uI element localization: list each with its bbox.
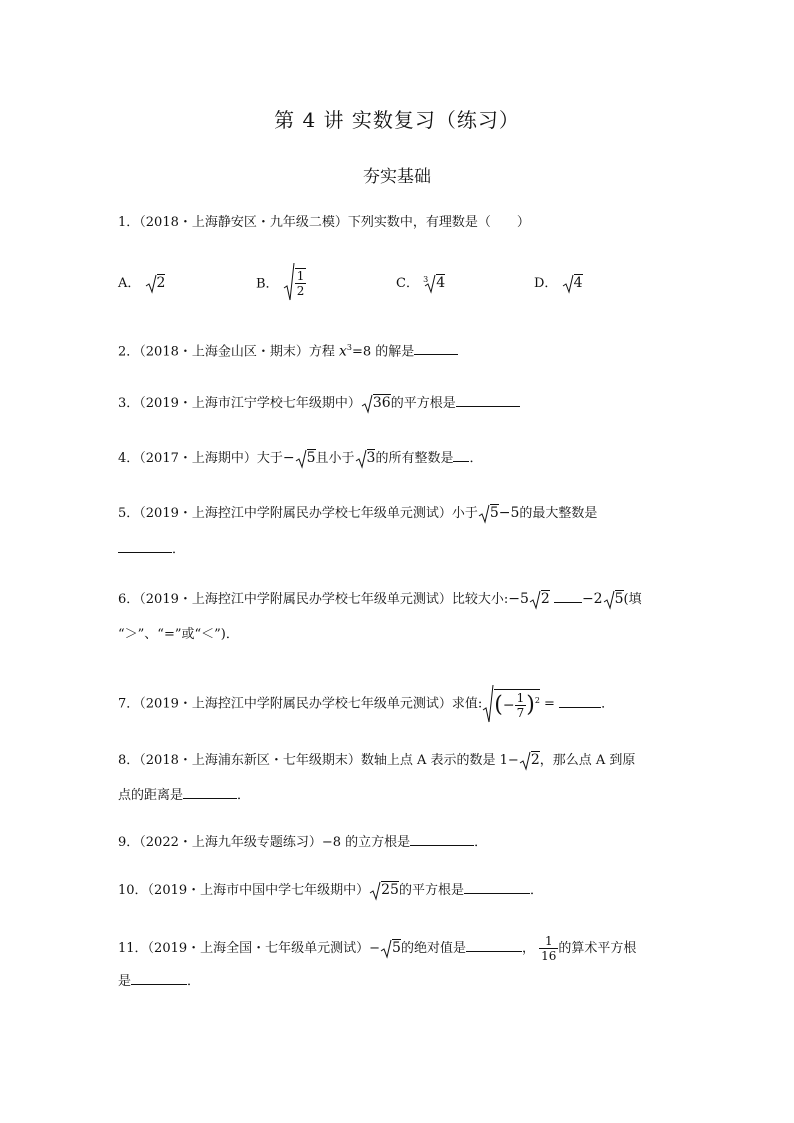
answer-blank[interactable] <box>414 342 458 355</box>
question-8-stem: 8．（2018・上海浦东新区・七年级期末）数轴上点 A 表示的数是 1− <box>118 753 519 768</box>
numerator: 1 <box>539 934 558 949</box>
option-c-radicand: 4 <box>436 275 446 291</box>
question-4-middle: 且小于 <box>315 451 355 466</box>
sqrt-symbol <box>478 504 490 524</box>
question-4-stem: 4．（2017・上海期中）大于 <box>118 451 283 466</box>
answer-blank[interactable] <box>559 695 601 708</box>
question-8-line-2 <box>118 786 250 806</box>
question-9-stem: 9．（2022・上海九年级专题练习）−8 的立方根是 <box>118 835 411 850</box>
sqrt-symbol <box>529 590 541 610</box>
period: ． <box>172 542 186 557</box>
option-b-label: B． <box>256 276 279 292</box>
sqrt-symbol <box>283 262 295 302</box>
question-11-continuation: 是 <box>118 974 132 989</box>
question-4-tail: 的所有整数是 <box>375 451 454 466</box>
option-b <box>256 262 306 302</box>
period: ． <box>601 696 615 712</box>
period: ． <box>469 451 483 466</box>
question-3-stem: 3．（2019・上海市江宁学校七年级期中） <box>118 396 361 411</box>
option-d-radicand: 4 <box>573 275 583 291</box>
question-10-stem: 10．（2019・上海市中国中学七年级期中） <box>118 883 370 898</box>
question-8 <box>118 750 635 771</box>
fraction <box>539 934 558 963</box>
option-b-numerator: 1 <box>296 268 305 283</box>
question-1-stem: 1．（2018・上海静安区・九年级二模）下列实数中，有理数是（ ） <box>118 215 530 230</box>
answer-blank[interactable] <box>466 939 522 952</box>
answer-blank[interactable] <box>183 786 237 799</box>
question-5 <box>118 503 597 524</box>
period: ． <box>237 788 251 803</box>
option-d <box>534 272 583 294</box>
minus-sign: − <box>502 697 515 713</box>
option-d-label: D． <box>534 276 558 291</box>
period: ． <box>529 883 543 898</box>
question-11-stem: 11．（2019・上海全国・七年级单元测试）− <box>118 941 381 956</box>
radicand: 3 <box>366 450 376 466</box>
equals-sign: = <box>544 696 555 712</box>
sqrt-symbol <box>482 684 494 724</box>
minus-sign: − <box>282 450 295 466</box>
denominator: 16 <box>541 949 557 963</box>
question-11-line-2 <box>118 972 200 992</box>
coefficient: −5 <box>508 591 529 607</box>
radicand: 5 <box>489 505 499 521</box>
radicand: 5 <box>392 940 401 956</box>
variable-x: x <box>339 343 347 360</box>
comma: ， <box>521 941 535 956</box>
option-a <box>118 272 165 294</box>
option-c-root-index: 3 <box>423 274 429 284</box>
sqrt-symbol <box>361 394 373 414</box>
denominator: 7 <box>516 705 525 720</box>
answer-blank[interactable] <box>131 972 187 985</box>
fraction <box>515 691 527 720</box>
question-10 <box>118 880 543 901</box>
question-11-middle: 的绝对值是 <box>400 941 466 956</box>
minus-term: −5 <box>498 505 520 521</box>
radicand: 2 <box>540 591 550 607</box>
question-9 <box>118 833 487 853</box>
option-b-fraction <box>295 268 307 298</box>
question-7 <box>118 684 614 724</box>
page-title: 第 4 讲 实数复习（练习） <box>274 108 520 132</box>
answer-blank[interactable] <box>464 881 530 894</box>
answer-blank[interactable] <box>554 590 582 603</box>
option-a-label: A． <box>118 276 141 291</box>
question-3 <box>118 393 520 414</box>
radicand: 5 <box>306 450 316 466</box>
section-heading: 夯实基础 <box>363 167 431 187</box>
question-4 <box>118 448 482 469</box>
question-5-line-2 <box>118 540 185 560</box>
option-c-label: C． <box>396 276 419 291</box>
question-8-tail: ，那么点 A 到原 <box>539 753 636 768</box>
sqrt-symbol <box>562 274 574 294</box>
answer-blank[interactable] <box>118 540 172 553</box>
question-10-tail: 的平方根是 <box>398 883 464 898</box>
period: ． <box>474 835 488 850</box>
question-11-tail: 的算术平方根 <box>558 941 637 956</box>
period: ． <box>187 974 201 989</box>
question-5-stem: 5．（2019・上海控江中学附属民办学校七年级单元测试）小于 <box>118 506 478 521</box>
numerator: 1 <box>516 690 525 705</box>
option-b-denominator: 2 <box>296 283 305 298</box>
exponent: 2 <box>534 695 540 705</box>
question-6-line-2 <box>118 625 239 645</box>
question-2-tail: =8 的解是 <box>352 344 415 360</box>
answer-blank[interactable] <box>456 394 520 407</box>
option-a-radicand: 2 <box>156 275 166 291</box>
answer-blank[interactable] <box>453 449 469 462</box>
option-c <box>396 272 445 294</box>
question-3-tail: 的平方根是 <box>390 396 456 411</box>
answer-blank[interactable] <box>410 833 474 846</box>
question-11 <box>118 934 636 963</box>
sqrt-symbol <box>380 939 392 959</box>
question-2-stem: 2．（2018・上海金山区・期末）方程 <box>118 344 339 360</box>
radicand: 5 <box>614 591 624 607</box>
radicand: 25 <box>381 882 399 898</box>
question-6-stem: 6．（2019・上海控江中学附属民办学校七年级单元测试）比较大小: <box>118 592 509 607</box>
exponent: 3 <box>346 343 352 352</box>
coefficient: −2 <box>581 591 603 607</box>
question-7-stem: 7．（2019・上海控江中学附属民办学校七年级单元测试）求值: <box>118 696 483 712</box>
sqrt-symbol <box>603 590 615 610</box>
sqrt-symbol <box>519 751 531 771</box>
question-8-continuation: 点的距离是 <box>118 788 184 803</box>
sqrt-symbol <box>369 881 381 901</box>
sqrt-symbol <box>424 274 436 294</box>
question-1 <box>118 213 530 233</box>
question-6-instruction: “＞”、“=”或“＜”)． <box>118 627 239 642</box>
sqrt-symbol <box>355 449 367 469</box>
sqrt-symbol <box>145 274 157 294</box>
question-6-tail: (填 <box>623 592 642 607</box>
sqrt-symbol <box>295 449 307 469</box>
question-5-tail: 的最大整数是 <box>519 506 598 521</box>
radicand: 2 <box>530 752 540 768</box>
radicand-expression: (− $\frac{1}{7}$ )$^2$ <box>494 690 540 720</box>
radicand: 36 <box>372 395 391 411</box>
question-2 <box>118 338 458 362</box>
question-6 <box>118 589 642 610</box>
